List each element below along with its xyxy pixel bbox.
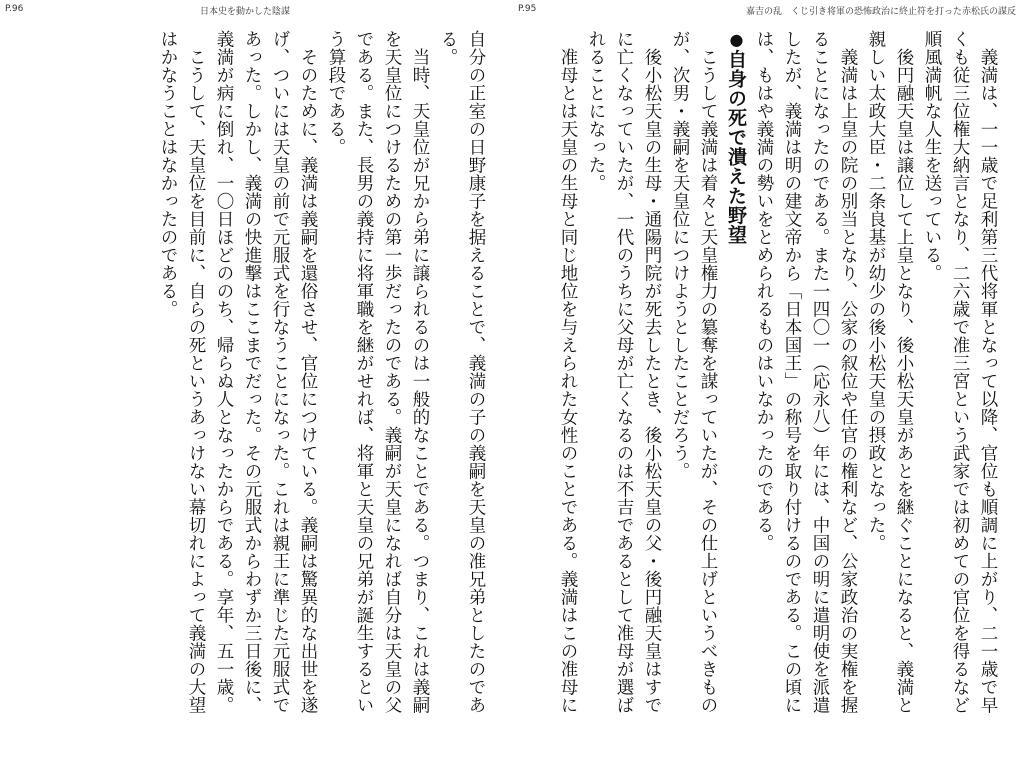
right-paragraph-2: 後円融天皇は譲位して上皇となり、後小松天皇があとを継ぐことになると、義満と親しい太政大臣・二条良基が幼少の後小松天皇の摂政となった。 (866, 30, 914, 714)
right-paragraph-3: 義満は上皇の院の別当となり、公家の叙位や任官の権利など、公家政治の実権を握ることになったのである。また一四〇一（応永八）年には、中国の明に遣明使を派遣したが、義満は明の建文帝から「日本国王」の称号を取り付けるのである。この頃には、もはや義満の勢いをとめられるものはいなかったのである。 (754, 30, 858, 714)
right-running-head: 嘉吉の乱 くじ引き将軍の恐怖政治に終止符を打った赤松氏の謀反 (745, 7, 1016, 17)
right-paragraph-5: 後小松天皇の生母・通陽門院が死去したとき、後小松天皇の父・後円融天皇はすでに亡くなっていたが、一代のうちに父母が亡くなるのは不吉であるとして准母が選ばれることになった。 (586, 30, 662, 714)
left-paragraph-4: こうして、天皇位を目前に、自らの死というあっけない幕切れによって義満の大望はかなうことはなかったのである。 (158, 30, 206, 714)
right-paragraph-6: 准母とは天皇の生母と同じ地位を与えられた女性のことである。義満はこの准母に (558, 47, 578, 714)
section-bullet-icon: ● (727, 30, 746, 50)
left-paragraph-3: そのために、義満は義嗣を還俗させ、官位につけている。義嗣は驚異的な出世を遂げ、ついには天皇の前で元服式を行なうことになった。これは親王に準じた元服式であった。しかし、義満の快進撃はここまでだった。その元服式からわずか三日後に、義満が病に倒れ、一〇日ほどののち、帰らぬ人となったからである。享年、五一歳。 (214, 30, 318, 714)
left-paragraph-1: 自分の正室の日野康子を据えることで、義満の子の義嗣を天皇の准兄弟としたのである。 (438, 30, 486, 714)
left-paragraph-2: 当時、天皇位が兄から弟に譲られるのは一般的なことである。つまり、これは義嗣を天皇位につけるための第一歩だったのである。義嗣が天皇になれば自分は天皇の父である。また、長男の義持に将軍職を継がせれば、将軍と天皇の兄弟が誕生するという算段である。 (326, 30, 430, 714)
section-heading-text: 自身の死で潰えた野望 (725, 49, 747, 245)
right-paragraph-4: こうして義満は着々と天皇権力の簒奪を謀っていたが、その仕上げというべきものが、次男・義嗣を天皇位につけようとしたことだろう。 (670, 30, 718, 714)
right-body-text (540, 30, 1002, 720)
right-paragraph-1: 義満は、一一歳で足利第三代将軍となって以降、官位も順調に上がり、二一歳で早くも従三位権大納言となり、二六歳で准三宮という武家では初めての官位を得るなど順風満帆な人生を送っている。 (922, 30, 998, 714)
left-page-number: P.96 (5, 4, 24, 14)
left-running-head: 日本史を動かした陰謀 (200, 7, 291, 17)
section-heading (722, 30, 750, 720)
right-page-number: P.95 (518, 4, 537, 14)
right-page (512, 0, 1024, 768)
left-body-text (150, 30, 490, 720)
